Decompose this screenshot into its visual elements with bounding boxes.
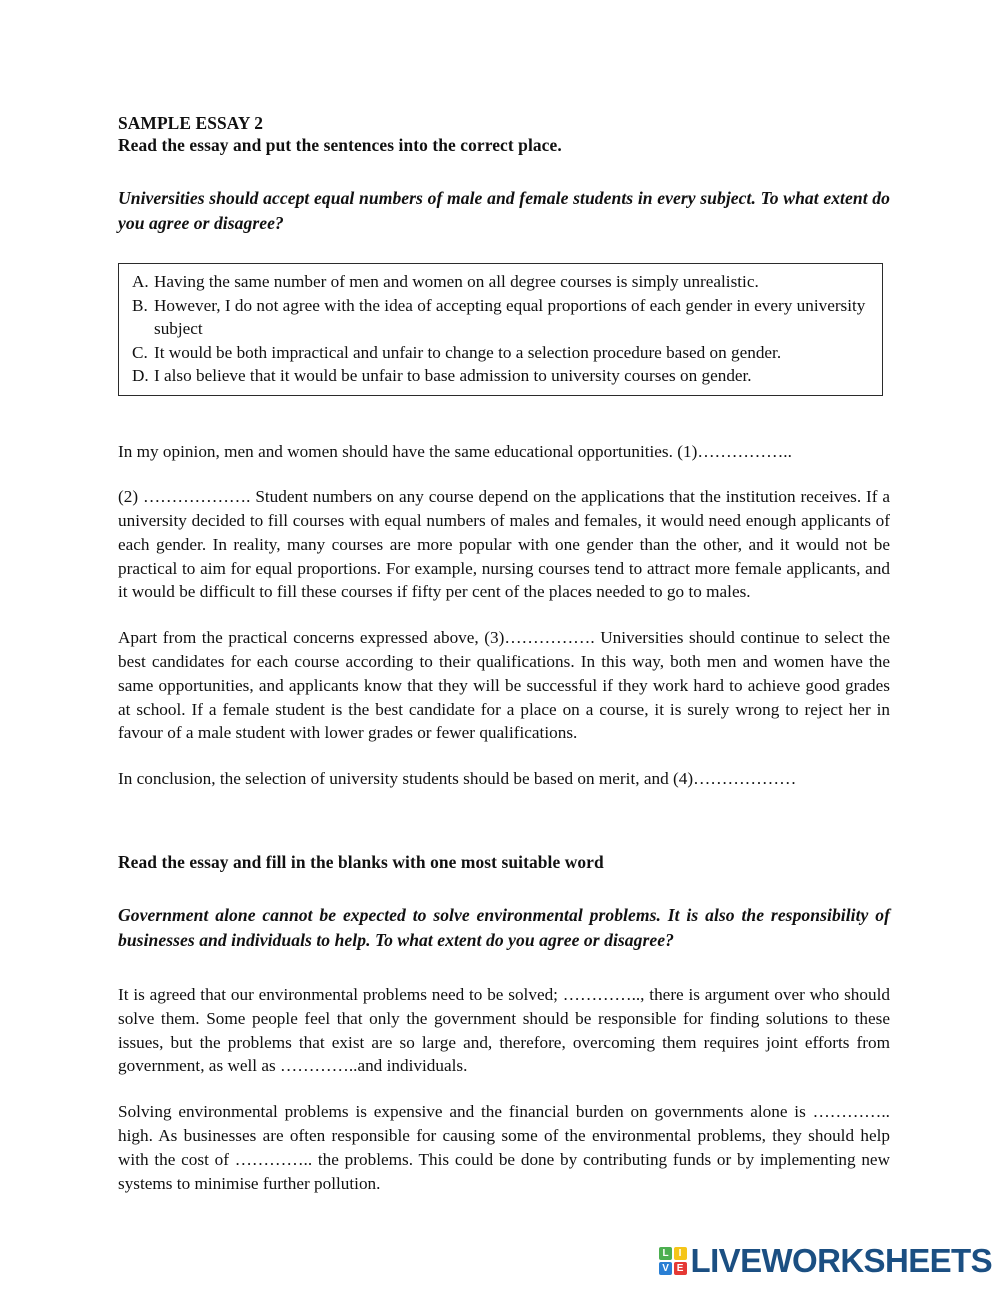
liveworksheets-logo[interactable] — [659, 1239, 992, 1283]
option-text: I also believe that it would be unfair to base admission to university courses on gender. — [154, 366, 752, 385]
essay2-paragraph-1: It is agreed that our environmental problems need to be solved; ………….., there is argument over who should solve them. Some people feel that only the government should be responsible for finding solutions to these issues, but the problems that exist are so large and, therefore, overcoming them requires joint efforts from government, as well as …………..and individuals. — [118, 985, 890, 1076]
logo-tile-i: I — [674, 1247, 687, 1260]
spacer — [118, 463, 890, 485]
essay1-paragraph-3: Apart from the practical concerns expressed above, (3)……………. Universities should continue to select the best candidates for each course according to their qualifications. In this way, both men and women have the same opportunities, and applicants know that they will be successful if they work hard to achieve good grades at school. If a female student is the best candidate for a place on a course, it is surely wrong to reject her in favour of a male student with lower grades or fewer qualifications. — [118, 628, 890, 743]
essay1-paragraph-2: (2) ………………. Student numbers on any course depend on the applications that the institution receives. If a university decided to fill courses with equal numbers of males and females, it would need enough applicants of each gender. In reality, many courses are more popular with one gender than the other, and it would not be practical to aim for equal proportions. For example, nursing courses tend to attract more female applicants, and it would be difficult to fill these courses if fifty per cent of the places needed to go to males. — [118, 487, 890, 602]
essay-prompt-1: Universities should accept equal numbers of male and female students in every subject. To what extent do you agree or disagree? — [118, 188, 890, 233]
instruction-put-sentences: Read the essay and put the sentences into the correct place. — [118, 135, 562, 155]
answer-options-box — [118, 263, 883, 396]
essay1-paragraph-1: In my opinion, men and women should have the same educational opportunities. (1)…………….. — [118, 441, 792, 461]
essay2-paragraph-2: Solving environmental problems is expensive and the financial burden on governments alone is ………….. high. As businesses are often responsible for causing some of the environmental problems, they should help with the cost of ………….. the problems. This could be done by contributing funds or by implementing new systems to minimise further pollution. — [118, 1102, 890, 1193]
essay1-paragraph-4: In conclusion, the selection of university students should be based on merit, and (4)……………… — [118, 769, 797, 789]
option-text: However, I do not agree with the idea of accepting equal proportions of each gender in every university subject — [154, 295, 866, 338]
option-letter: D. — [132, 366, 149, 385]
option-item-d[interactable] — [128, 364, 873, 388]
essay-prompt-2: Government alone cannot be expected to solve environmental problems. It is also the responsibility of businesses and individuals to help. To what extent do you agree or disagree? — [118, 905, 890, 951]
option-letter: C. — [132, 342, 148, 362]
option-item-a[interactable] — [128, 270, 873, 294]
spacer — [118, 873, 890, 903]
logo-tile-l: L — [659, 1247, 672, 1260]
page-title: SAMPLE ESSAY 2 — [118, 113, 264, 133]
spacer — [118, 745, 890, 767]
logo-tiles — [659, 1247, 687, 1275]
spacer — [118, 791, 890, 851]
option-letter: B. — [132, 295, 148, 315]
spacer — [118, 156, 890, 186]
spacer — [118, 1078, 890, 1100]
instruction-fill-blanks: Read the essay and fill in the blanks with one most suitable word — [118, 852, 604, 873]
spacer — [118, 604, 890, 626]
option-item-c[interactable] — [128, 341, 873, 365]
logo-wordmark: LIVEWORKSHEETS — [690, 1242, 992, 1279]
spacer — [118, 396, 890, 440]
option-item-b[interactable] — [128, 294, 873, 341]
document-content — [118, 112, 890, 1195]
option-text: It would be both impractical and unfair to change to a selection procedure based on gender. — [154, 342, 782, 362]
option-text: Having the same number of men and women on all degree courses is simply unrealistic. — [154, 272, 759, 291]
option-letter: A. — [132, 272, 149, 291]
spacer — [118, 953, 890, 983]
logo-tile-v: V — [659, 1262, 672, 1275]
logo-tile-e: E — [674, 1262, 687, 1275]
